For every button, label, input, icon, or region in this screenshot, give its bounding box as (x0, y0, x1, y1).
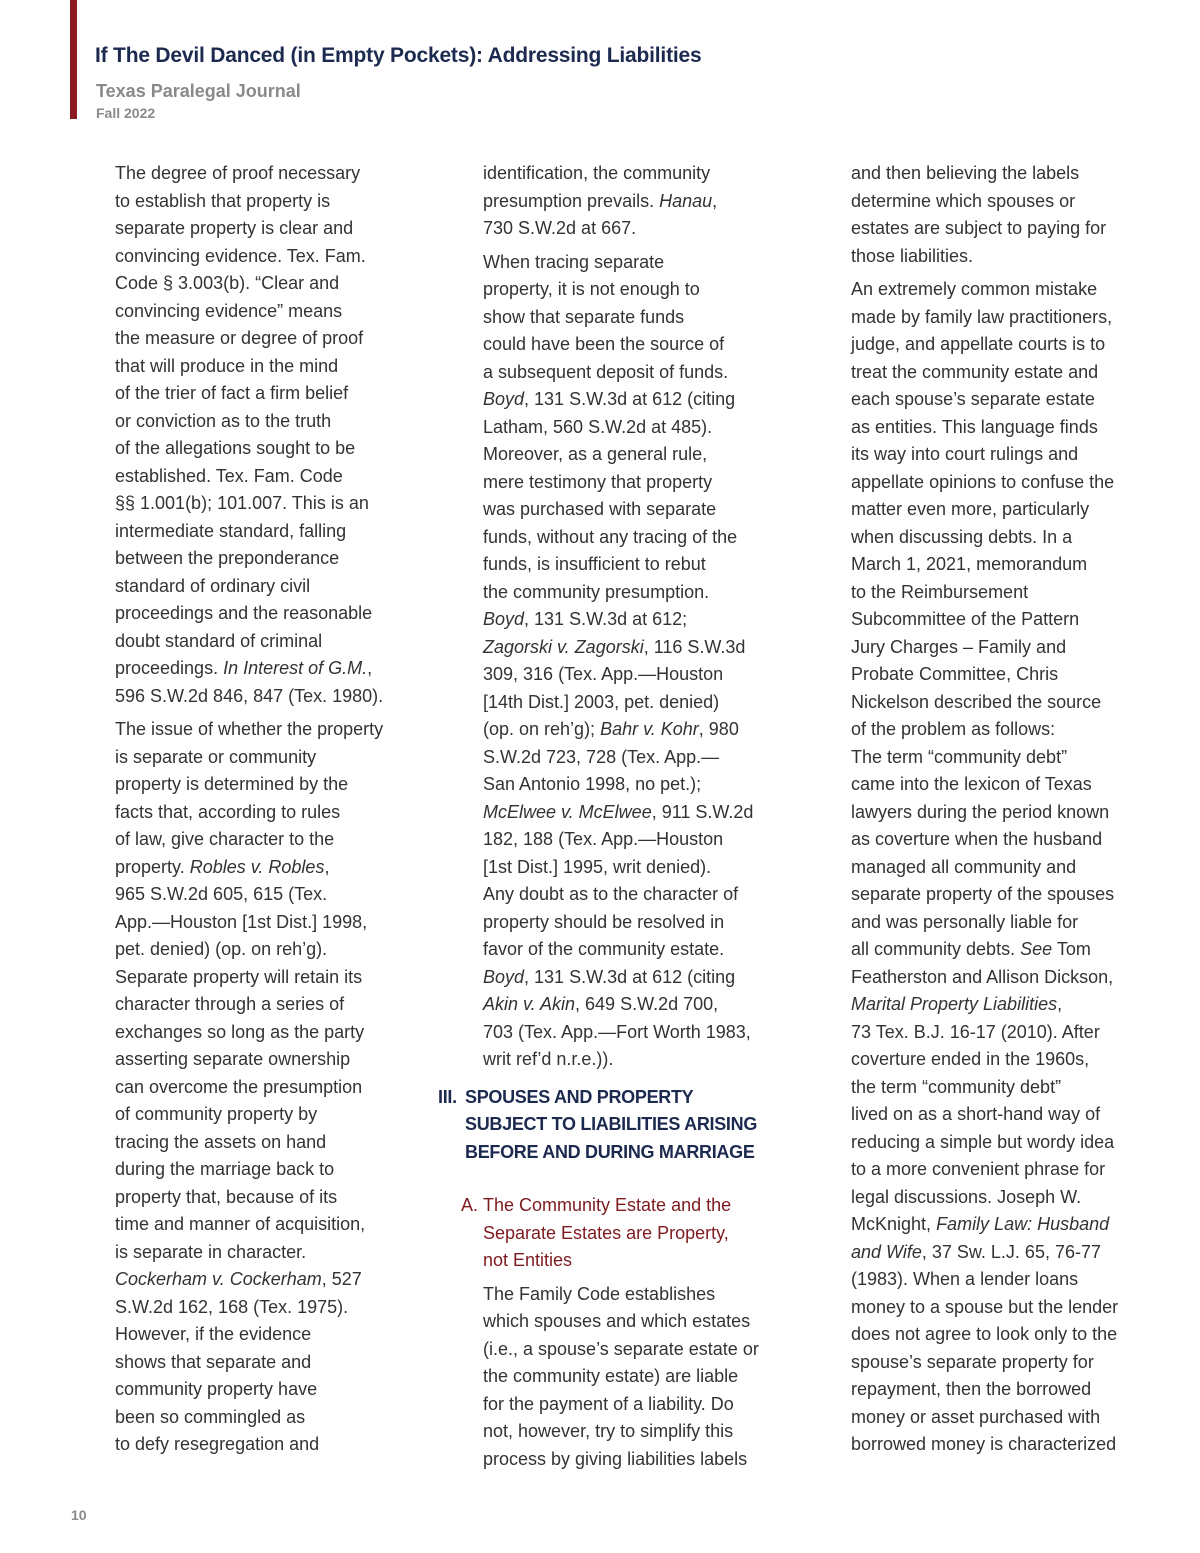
publication-title: Family Law: Husband (936, 1214, 1110, 1234)
column-3 (851, 160, 1136, 1465)
header-accent-bar (70, 0, 77, 119)
case-citation: Robles v. Robles (189, 856, 325, 877)
section-number: III. (438, 1086, 457, 1107)
case-citation: Boyd (483, 966, 525, 987)
journal-name: Texas Paralegal Journal (96, 81, 301, 101)
publication-title: and Wife (851, 1241, 922, 1262)
paragraph-tracing: When tracing separate property, it is not enough to show that separate funds could have been the source of a subsequent deposit of funds. Boyd, 131 S.W.3d at 612 (citing Latham, 560 S.W.2d at 485). Moreover, as a general rule, mere testimony that property was purchased with separate funds, without any tracing of the funds, is insufficient to rebut the community presumption. Boyd, 131 S.W.3d at 612; Zagorski v. Zagorski, 116 S.W.3d 309, 316 (Tex. App.—Houston [14th Dist.] 2003, pet. denied) (op. on reh’g); Bahr v. Kohr, 980 S.W.2d 723, 728 (Tex. App.— San Antonio 1998, no pet.); McElwee v. McElwee, 911 S.W.2d 182, 188 (Tex. App.—Houston [1st Dist.] 1995, writ denied). Any doubt as to the character of property should be resolved in favor of the community estate. Boyd, 131 S.W.3d at 612 (citing Akin v. Akin, 649 S.W.2d 700, 703 (Tex. App.—Fort Worth 1983, writ ref’d n.r.e.)). (483, 251, 754, 1069)
section-heading-iii: III. SPOUSES AND PROPERTY SUBJECT TO LIABILITIES ARISING BEFORE AND DURING MARRIAGE (438, 1084, 768, 1167)
paragraph-character-of-property: The issue of whether the property is separate or community property is determined by the facts that, according to rules of law, give character to the property. Robles v. Robles, 965 S.W.2d 605, 615 (Tex. App.—Houston [1st Dist.] 1998, pet. denied) (op. on reh’g). Separate property will retain its character through a series of exchanges so long as the party asserting separate ownership can overcome the presumption of community property by tracing the assets on hand during the marriage back to property that, because of its time and manner of acquisition, is separate in character. Cockerham v. Cockerham, 527 S.W.2d 162, 168 (Tex. 1975). However, if the evidence shows that separate and community property have been so commingled as to defy resegregation and (115, 719, 384, 1454)
paragraph-community-presumption: identification, the community presumption prevails. Hanau, 730 S.W.2d at 667. (483, 163, 718, 238)
paragraph-labels: and then believing the labels determine which spouses or estates are subject to paying for those liabilities. (851, 163, 1107, 266)
journal-issue: Fall 2022 (96, 105, 156, 121)
case-citation: Akin v. Akin (483, 994, 576, 1014)
column-2 (438, 160, 768, 1479)
case-citation: Boyd (483, 609, 525, 629)
subsection-heading-a: A. The Community Estate and the Separate Estates are Property, not Entities (461, 1192, 768, 1275)
publication-title: Marital Property Liabilities (851, 994, 1058, 1014)
article-title: If The Devil Danced (in Empty Pockets): Addressing Liabilities (95, 44, 702, 67)
paragraph-family-code: The Family Code establishes which spouses and which estates (i.e., a spouse’s separate estate or the community estate) are liable for the payment of a liability. Do not, however, try to simplify this process by giving liabilities labels (483, 1283, 759, 1469)
case-citation: Cockerham v. Cockerham (115, 1269, 322, 1289)
subsection-letter: A. (461, 1195, 479, 1215)
page-number: 10 (71, 1507, 87, 1523)
case-citation: Boyd (483, 389, 525, 409)
case-citation: Bahr v. Kohr (600, 719, 699, 739)
case-citation: Zagorski v. Zagorski (483, 636, 644, 657)
paragraph-proof-standard: The degree of proof necessary to establish that property is separate property is clear and convincing evidence. Tex. Fam. Code § 3.003(b). “Clear and convincing evidence” means the measure or degree of proof that will produce in the mind of the trier of fact a firm belief or conviction as to the truth of the allegations sought to be established. Tex. Fam. Code §§ 1.001(b); 101.007. This is an intermediate standard, falling between the preponderance standard of ordinary civil proceedings and the reasonable doubt standard of criminal proceedings. In Interest of G.M., 596 S.W.2d 846, 847 (Tex. 1980). (115, 163, 384, 706)
column-1 (115, 160, 400, 1465)
paragraph-common-mistake: An extremely common mistake made by family law practitioners, judge, and appellate courts is to treat the community estate and each spouse’s separate estate as entities. This language finds its way into court rulings and appellate opinions to confuse the matter even more, particularly when discussing debts. In a March 1, 2021, memorandum to the Reimbursement Subcommittee of the Pattern Jury Charges – Family and Probate Committee, Chris Nickelson described the source of the problem as follows: The term “community debt” came into the lexicon of Texas lawyers during the period known as coverture when the husband managed all community and separate property of the spouses and was personally liable for all community debts. See Tom Featherston and Allison Dickson, Marital Property Liabilities, 73 Tex. B.J. 16-17 (2010). After coverture ended in the 1960s, the term “community debt” lived on as a short-hand way of reducing a simple but wordy idea to a more convenient phrase for legal discussions. Joseph W. McKnight, Family Law: Husband and Wife, 37 Sw. L.J. 65, 76-77 (1983). When a lender loans money to a spouse but the lender does not agree to look only to the spouse’s separate property for repayment, then the borrowed money or asset purchased with borrowed money is characterized (851, 279, 1119, 1454)
case-citation: Hanau (659, 190, 713, 211)
case-citation: In Interest of G.M. (223, 658, 368, 678)
signal-word: See (1020, 939, 1053, 959)
case-citation: McElwee v. McElwee (483, 801, 652, 822)
